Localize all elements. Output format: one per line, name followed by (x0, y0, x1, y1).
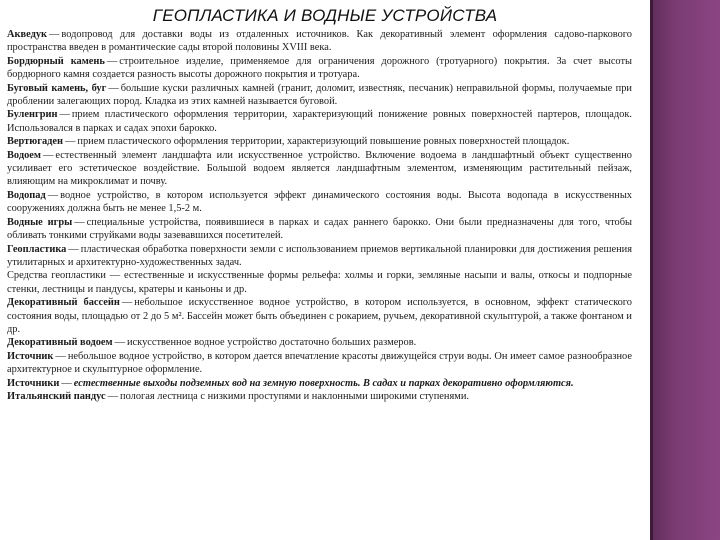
term-dash: — (107, 390, 119, 402)
glossary-term: Водопад (7, 189, 46, 201)
glossary-definition: прием пластического оформления территории, характеризующий повышение ровных поверхностей площадок. (77, 136, 570, 148)
term-dash: — (61, 377, 72, 389)
glossary-entry (7, 189, 632, 216)
glossary-definition: специальные устройства, появившиеся в парках и садах раннего барокко. Они были предназначены для того, чтобы обливать тонкими струйками воды зазевавшихся посетителей. (7, 216, 632, 242)
glossary-entry (7, 390, 632, 403)
glossary-term: Бордюрный камень (7, 55, 105, 67)
glossary-entry (7, 55, 632, 82)
glossary-entry (7, 336, 632, 349)
glossary-definition: пластическая обработка поверхности земли с использованием приемов вертикальной планировки для достижения решения утилитарных и архитектурно-художественных задач. (7, 243, 632, 268)
term-dash: — (121, 297, 133, 309)
sidebar-decoration (650, 0, 720, 540)
glossary-entry (7, 350, 632, 377)
glossary-term: Декоративный водоем (7, 337, 113, 349)
glossary-definition: естественные выходы подземных вод на земную поверхность. В садах и парках декоративно оформляются. (73, 377, 574, 389)
glossary-term: Источники (7, 377, 60, 389)
page-title: ГЕОПЛАСТИКА И ВОДНЫЕ УСТРОЙСТВА (152, 6, 498, 25)
glossary-term: Водоем (7, 149, 41, 161)
term-dash: — (106, 55, 118, 67)
glossary-entry (7, 149, 632, 189)
glossary-definition: большие куски различных камней (гранит, доломит, известняк, песчаник) неправильной формы, получаемые при дроблении залегающих пород. Кладка из этих камней называется буговой. (7, 82, 632, 108)
glossary-term: Буленгрин (7, 109, 58, 121)
glossary-term: Геопластика (7, 243, 67, 255)
term-dash: — (114, 337, 125, 349)
glossary-term: Итальянский пандус (7, 390, 106, 402)
glossary-entry (7, 216, 632, 243)
term-dash: — (55, 350, 66, 362)
glossary-term: Буговый камень, буг (7, 82, 107, 94)
glossary-definition: пологая лестница с низкими проступями и наклонными широкими ступенями. (120, 390, 469, 402)
glossary-term: Источник (7, 350, 54, 362)
glossary-entry (7, 82, 632, 109)
glossary (7, 28, 632, 403)
glossary-entry (7, 296, 632, 336)
glossary-entry (7, 108, 632, 135)
term-dash: — (74, 216, 85, 228)
glossary-entry (7, 377, 632, 390)
glossary-definition: естественный элемент ландшафта или искусственное устройство. Включение водоема в ландшафтный объект существенно усиливает его эстетическое воздействие. Большой водоем является ландшафтным элементом, изменяющим растительный пейзаж, влияющим на микроклимат и почву. (7, 149, 632, 188)
term-dash: — (49, 29, 60, 40)
glossary-definition: прием пластического оформления территории, характеризующий понижение ровных поверхностей партеров, площадок. Использовался в парках и садах эпохи барокко. (7, 109, 632, 134)
term-dash: — (68, 243, 79, 255)
glossary-definition: небольшое искусственное водное устройство, в котором используется, в основном, эффект статического состояния воды, площадью от 2 до 5 м². Бассейн может быть объединен с рокарием, ручьем, декоративной скульптурой, а также фонтаном и др. (7, 297, 632, 335)
glossary-definition: водопровод для доставки воды из отдаленных источников. Как декоративный элемент оформления садово-паркового пространства введен в романтические сады второй половины XVIII века. (7, 29, 632, 54)
glossary-definition: строительное изделие, применяемое для ограничения дорожного (тротуарного) покрытия. За счет высоты бордюрного камня создается разность высоты дорожного покрытия и тротуара. (7, 55, 633, 81)
term-dash: — (42, 149, 54, 161)
glossary-term: Вертюгаден (7, 136, 63, 148)
glossary-term: Водные игры (7, 216, 73, 228)
glossary-entry (7, 28, 632, 55)
term-dash: — (59, 109, 70, 121)
glossary-term: Акведук (7, 29, 48, 40)
glossary-definition: небольшое водное устройство, в котором дается впечатление красоты движущейся струи воды. Он имеет самое разнообразное архитектурное и скульптурное оформление. (7, 350, 632, 376)
glossary-term: Декоративный бассейн (7, 297, 120, 309)
term-dash: — (108, 82, 119, 94)
glossary-definition: Средства геопластики — естественные и искусственные формы рельефа: холмы и горки, земляные насыпи и валы, откосы и подпорные стенки, лестницы и пандусы, кратеры и каньоны и др. (7, 270, 632, 295)
sidebar-edge (650, 0, 653, 540)
glossary-entry (7, 269, 632, 296)
glossary-definition: водное устройство, в котором используется эффект динамического состояния воды. Высота водопада в искусственных сооружениях должна быть не менее 1,5-2 м. (7, 189, 632, 215)
term-dash: — (47, 189, 59, 201)
glossary-entry (7, 135, 632, 148)
glossary-entry (7, 243, 632, 270)
glossary-definition: искусственное водное устройство достаточно больших размеров. (127, 337, 417, 349)
term-dash: — (65, 136, 76, 148)
